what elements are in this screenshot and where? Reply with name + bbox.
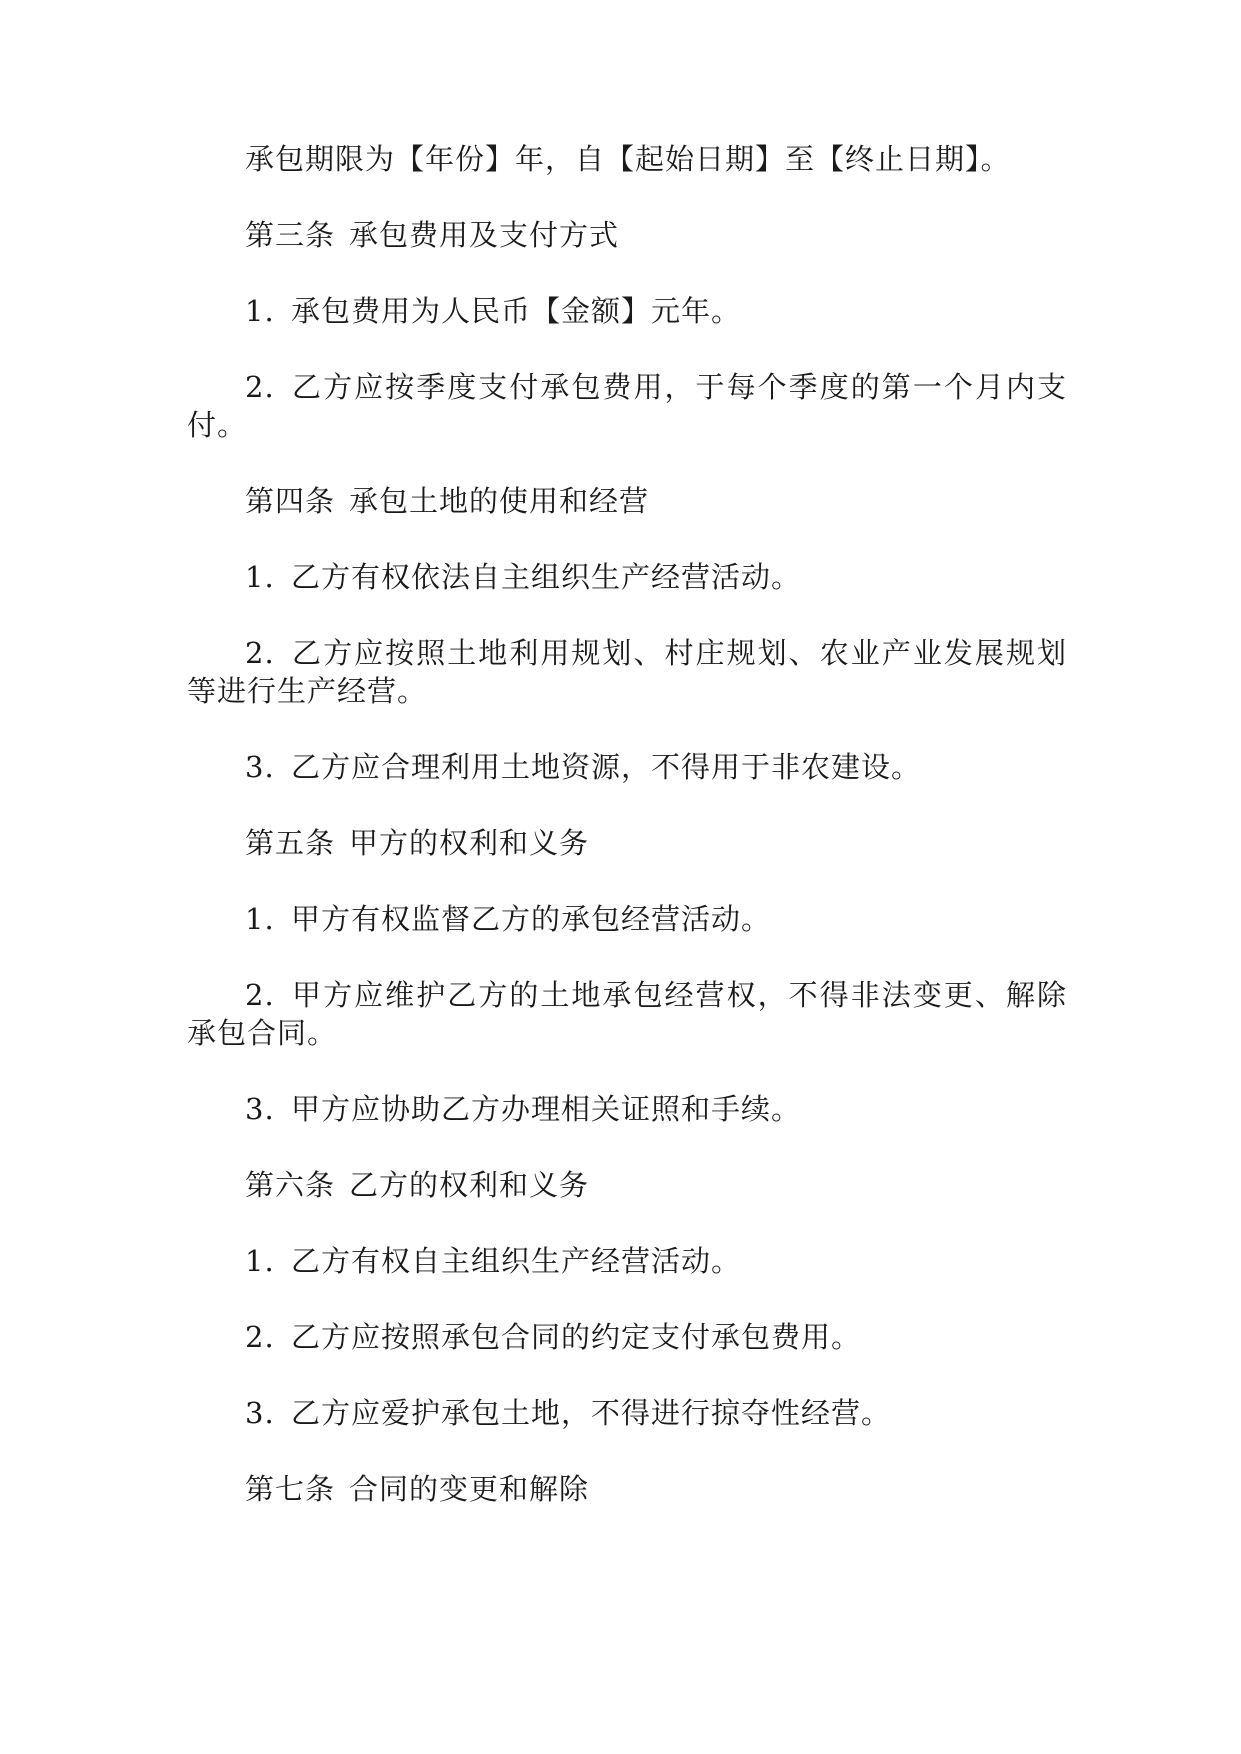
item-number: 2. (245, 978, 275, 1012)
item-number: 1. (245, 294, 275, 328)
item-text: 乙方应合理利用土地资源，不得用于非农建设。 (291, 750, 922, 784)
article-title: 甲方的权利和义务 (349, 826, 590, 860)
item-number: 3. (245, 1092, 275, 1126)
article-heading (187, 216, 1067, 254)
item-text: 乙方有权依法自主组织生产经营活动。 (291, 560, 802, 594)
article-title: 承包费用及支付方式 (349, 218, 620, 252)
article-number: 第五条 (245, 826, 336, 860)
list-item (187, 1242, 1067, 1280)
item-number: 1. (245, 1244, 275, 1278)
item-number: 2. (245, 370, 275, 404)
article-heading (187, 482, 1067, 520)
paragraph-text: 承包期限为【年份】年，自【起始日期】至【终止日期】。 (245, 142, 1011, 176)
list-item (187, 1394, 1067, 1432)
item-number: 1. (245, 902, 275, 936)
item-number: 3. (245, 1396, 275, 1430)
article-title: 乙方的权利和义务 (349, 1168, 590, 1202)
item-text: 甲方应协助乙方办理相关证照和手续。 (291, 1092, 802, 1126)
list-item (187, 1318, 1067, 1356)
item-text: 乙方应按照土地利用规划、村庄规划、农业产业发展规划等进行生产经营。 (187, 636, 1067, 708)
item-number: 1. (245, 560, 275, 594)
list-item (187, 976, 1067, 1052)
paragraph-term (187, 140, 1067, 178)
list-item (187, 748, 1067, 786)
article-title: 承包土地的使用和经营 (349, 484, 650, 518)
list-item (187, 292, 1067, 330)
document-body (187, 140, 1067, 1546)
item-number: 2. (245, 636, 275, 670)
article-number: 第四条 (245, 484, 336, 518)
item-text: 乙方应按照承包合同的约定支付承包费用。 (291, 1320, 862, 1354)
article-number: 第六条 (245, 1168, 336, 1202)
item-text: 甲方有权监督乙方的承包经营活动。 (291, 902, 772, 936)
item-text: 乙方应按季度支付承包费用，于每个季度的第一个月内支付。 (187, 370, 1067, 442)
item-number: 3. (245, 750, 275, 784)
item-number: 2. (245, 1320, 275, 1354)
article-number: 第七条 (245, 1472, 336, 1506)
article-heading (187, 1166, 1067, 1204)
article-heading (187, 824, 1067, 862)
article-heading (187, 1470, 1067, 1508)
list-item (187, 634, 1067, 710)
list-item (187, 558, 1067, 596)
article-number: 第三条 (245, 218, 336, 252)
item-text: 承包费用为人民币【金额】元年。 (291, 294, 742, 328)
item-text: 乙方有权自主组织生产经营活动。 (291, 1244, 742, 1278)
item-text: 乙方应爱护承包土地，不得进行掠夺性经营。 (291, 1396, 892, 1430)
article-title: 合同的变更和解除 (349, 1472, 590, 1506)
list-item (187, 900, 1067, 938)
list-item (187, 368, 1067, 444)
item-text: 甲方应维护乙方的土地承包经营权，不得非法变更、解除承包合同。 (187, 978, 1067, 1050)
list-item (187, 1090, 1067, 1128)
